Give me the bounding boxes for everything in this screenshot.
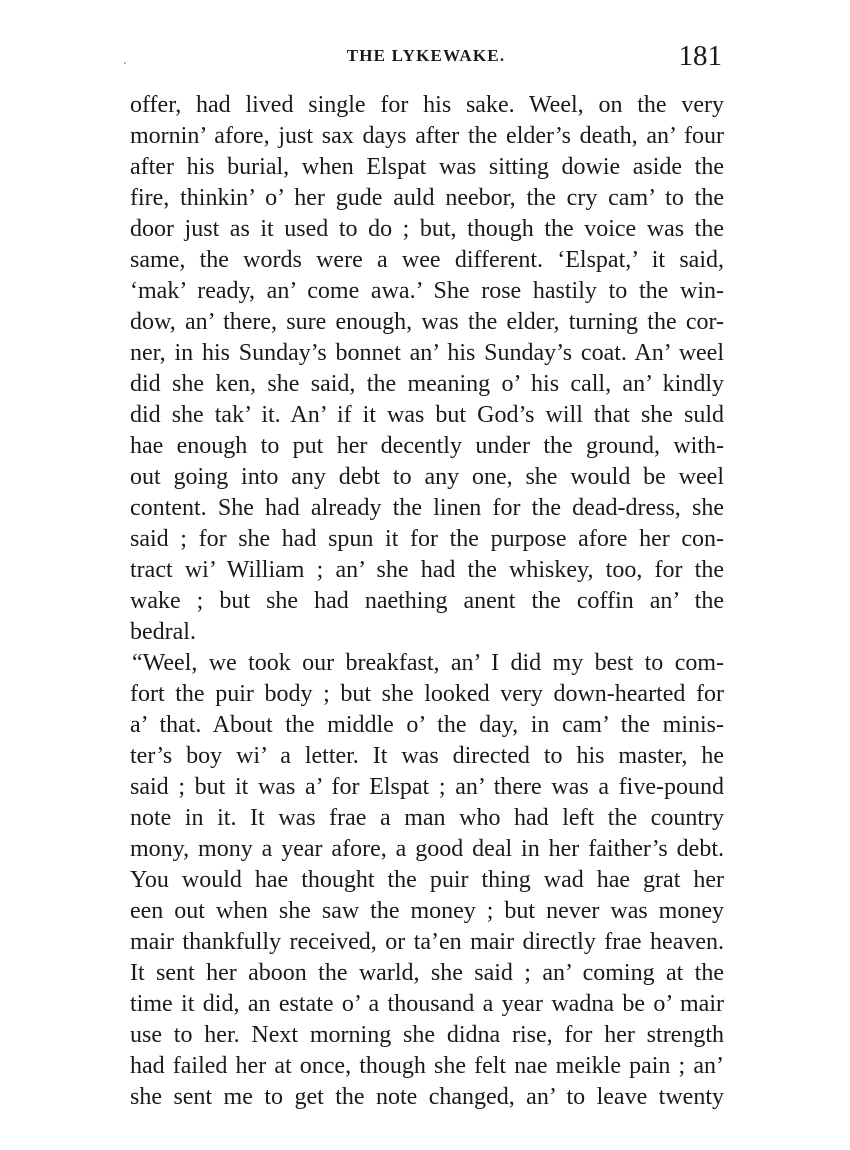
text-line: use to her. Next morning she didna rise, for her strength [130, 1022, 724, 1048]
body-text [130, 90, 724, 1113]
text-line: It sent her aboon the warld, she said ; an’ coming at the [130, 960, 724, 986]
text-line: out going into any debt to any one, she would be weel [130, 464, 724, 490]
text-line: same, the words were a wee different. ‘Elspat,’ it said, [130, 247, 724, 273]
text-line: said ; for she had spun it for the purpose afore her con- [130, 526, 724, 552]
text-line: fort the puir body ; but she looked very down-hearted for [130, 681, 724, 707]
text-line: after his burial, when Elspat was sitting dowie aside the [130, 154, 724, 180]
text-line: she sent me to get the note changed, an’ to leave twenty [130, 1084, 724, 1110]
text-line: hae enough to put her decently under the ground, with- [130, 433, 724, 459]
page-number: 181 [678, 40, 722, 72]
text-line: had failed her at once, though she felt nae meikle pain ; an’ [130, 1053, 724, 1079]
text-line: tract wi’ William ; an’ she had the whiskey, too, for the [130, 557, 724, 583]
text-line: You would hae thought the puir thing wad hae grat her [130, 867, 724, 893]
text-line: ‘mak’ ready, an’ come awa.’ She rose hastily to the win- [130, 278, 724, 304]
text-line: time it did, an estate o’ a thousand a year wadna be o’ mair [130, 991, 724, 1017]
text-line: dow, an’ there, sure enough, was the elder, turning the cor- [130, 309, 724, 335]
text-line: did she tak’ it. An’ if it was but God’s will that she suld [130, 402, 724, 428]
text-line: door just as it used to do ; but, though the voice was the [130, 216, 724, 242]
text-line: did she ken, she said, the meaning o’ his call, an’ kindly [130, 371, 724, 397]
text-line: ner, in his Sunday’s bonnet an’ his Sunday’s coat. An’ weel [130, 340, 724, 366]
text-line: said ; but it was a’ for Elspat ; an’ there was a five-pound [130, 774, 724, 800]
text-line: mair thankfully received, or ta’en mair directly frae heaven. [130, 929, 724, 955]
text-line: mornin’ afore, just sax days after the elder’s death, an’ four [130, 123, 724, 149]
text-line: mony, mony a year afore, a good deal in her faither’s debt. [130, 836, 724, 862]
text-line: a’ that. About the middle o’ the day, in cam’ the minis- [130, 712, 724, 738]
text-line: wake ; but she had naething anent the coffin an’ the [130, 588, 724, 614]
text-line: content. She had already the linen for the dead-dress, she [130, 495, 724, 521]
print-speck [124, 62, 126, 64]
paragraph-end-line: bedral. [130, 619, 196, 645]
text-line: offer, had lived single for his sake. Weel, on the very [130, 92, 724, 118]
text-line: note in it. It was frae a man who had left the country [130, 805, 724, 831]
text-line: ter’s boy wi’ a letter. It was directed to his master, he [130, 743, 724, 769]
text-line: een out when she saw the money ; but never was money [130, 898, 724, 924]
running-title: THE LYKEWAKE. [346, 46, 506, 65]
page-header [128, 40, 724, 80]
paragraph-start-line: “Weel, we took our breakfast, an’ I did my best to com- [132, 650, 724, 676]
text-line: fire, thinkin’ o’ her gude auld neebor, the cry cam’ to the [130, 185, 724, 211]
